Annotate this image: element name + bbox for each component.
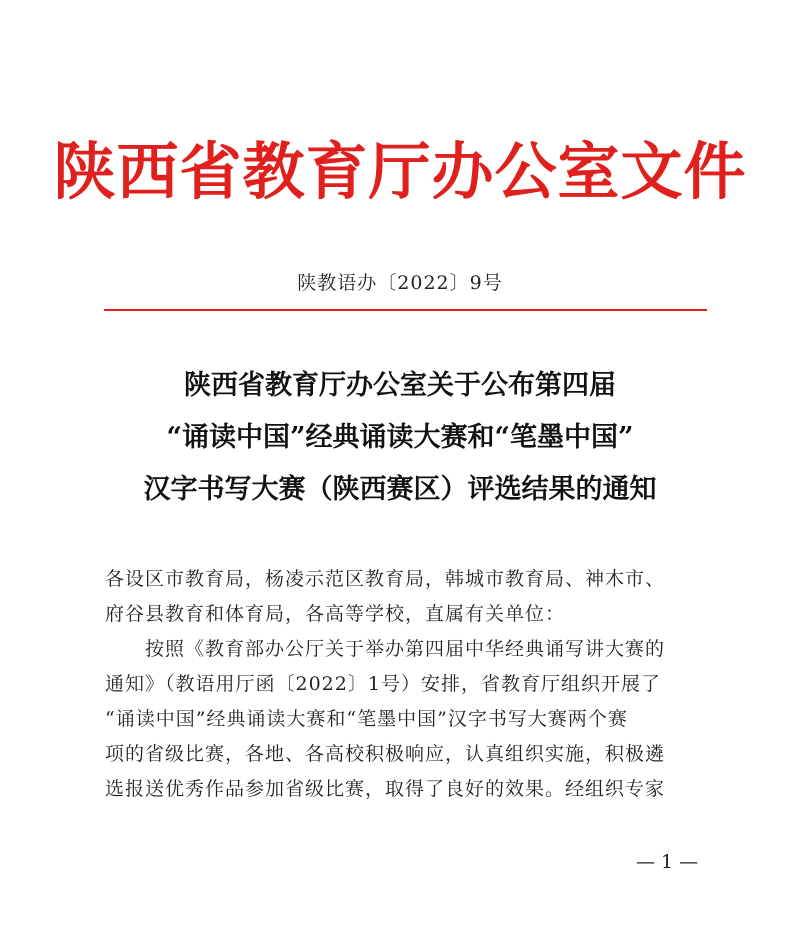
notice-title-line: “诵读中国”经典诵读大赛和“笔墨中国” [166,422,634,453]
body-paragraph-line: “诵读中国”经典诵读大赛和“笔墨中国”汉字书写大赛两个赛 [105,708,628,730]
body-paragraph-line: 项的省级比赛，各地、各高校积极响应，认真组织实施，积极遴 [105,743,666,765]
body-paragraph-line: 通知》（教语用厅函〔2022〕1号）安排，省教育厅组织开展了 [105,673,661,695]
notice-title-line: 陕西省教育厅办公室关于公布第四届 [184,370,616,401]
body-paragraph-line: 按照《教育部办公厅关于举办第四届中华经典诵写讲大赛的 [145,638,666,660]
notice-body [105,562,705,807]
notice-title [0,360,800,516]
addressee-line: 各设区市教育局，杨凌示范区教育局，韩城市教育局、神木市、 [105,568,666,590]
red-divider-line [104,309,707,311]
document-number: 陕教语办〔2022〕9号 [297,272,503,294]
document-header-title: 陕西省教育厅办公室文件 [53,135,747,208]
page-number: — 1 — [636,851,699,873]
addressee-line: 府谷县教育和体育局，各高等学校，直属有关单位： [105,603,566,625]
body-paragraph-line: 选报送优秀作品参加省级比赛，取得了良好的效果。经组织专家 [105,778,666,800]
notice-title-line: 汉字书写大赛（陕西赛区）评选结果的通知 [143,474,657,505]
